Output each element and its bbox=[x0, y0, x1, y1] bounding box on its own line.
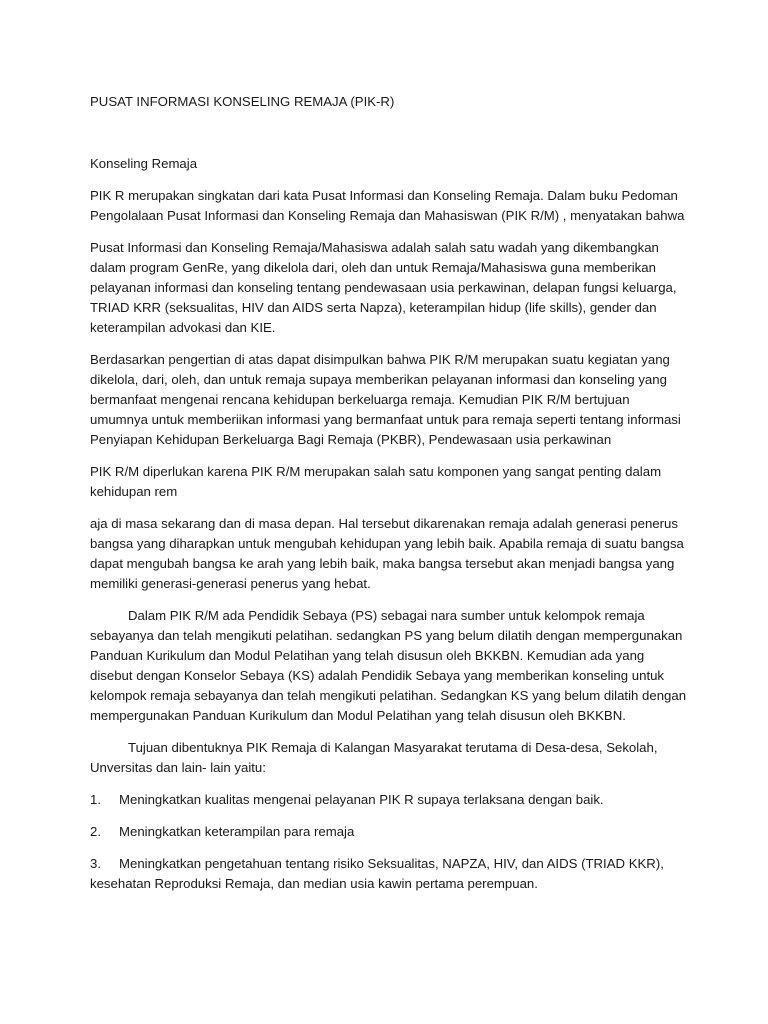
paragraph-1: PIK R merupakan singkatan dari kata Pusat Informasi dan Konseling Remaja. Dalam buku Pedoman Pengolalaan Pusat Informasi dan Konseling Remaja dan Mahasiswan (PIK R/M) , menyatakan bahwa bbox=[90, 188, 685, 223]
paragraph-6: Dalam PIK R/M ada Pendidik Sebaya (PS) sebagai nara sumber untuk kelompok remaja sebayanya dan telah mengikuti pelatihan. sedangkan PS yang belum dilatih dengan mempergunakan Panduan Kurikulum dan Modul Pelatihan yang telah disusun oleh BKKBN. Kemudian ada yang disebut dengan Konselor Sebaya (KS) adalah Pendidik Sebaya yang memberikan konseling untuk kelompok remaja sebayanya dan telah mengikuti pelatihan. Sedangkan KS yang belum dilatih dengan mempergunakan Panduan Kurikulum dan Modul Pelatihan yang telah disusun oleh BKKBN. bbox=[90, 608, 687, 723]
list-item-number: 3. bbox=[90, 856, 101, 871]
list-item-text: Meningkatkan kualitas mengenai pelayanan PIK R supaya terlaksana dengan baik. bbox=[119, 792, 604, 807]
paragraph-5: aja di masa sekarang dan di masa depan. Hal tersebut dikarenakan remaja adalah generasi penerus bangsa yang diharapkan untuk mengubah kehidupan yang lebih baik. Apabila remaja di suatu bangsa dapat mengubah bangsa ke arah yang lebih baik, maka bangsa tersebut akan menjadi bangsa yang memiliki generasi-generasi penerus yang hebat. bbox=[90, 516, 684, 591]
paragraph-7: Tujuan dibentuknya PIK Remaja di Kalangan Masyarakat terutama di Desa-desa, Sekolah, Unversitas dan lain- lain yaitu: bbox=[90, 740, 658, 775]
list-item-number: 1. bbox=[90, 792, 101, 807]
paragraph-3: Berdasarkan pengertian di atas dapat disimpulkan bahwa PIK R/M merupakan suatu kegiatan yang dikelola, dari, oleh, dan untuk remaja supaya memberikan pelayanan informasi dan konseling yang bermanfaat mengenai rencana kehidupan berkeluarga remaja. Kemudian PIK R/M bertujuan umumnya untuk memberiikan informasi yang bermanfaat untuk para remaja seperti tentang informasi Penyiapan Kehidupan Berkeluarga Bagi Remaja (PKBR), Pendewasaan usia perkawinan bbox=[90, 352, 681, 447]
document-body bbox=[90, 92, 690, 906]
paragraph-4: PIK R/M diperlukan karena PIK R/M merupakan salah satu komponen yang sangat penting dalam kehidupan rem bbox=[90, 464, 662, 499]
list-item bbox=[90, 854, 690, 894]
list-item bbox=[90, 790, 690, 810]
list-item-number: 2. bbox=[90, 824, 101, 839]
list-item-text: Meningkatkan keterampilan para remaja bbox=[119, 824, 355, 839]
objectives-list bbox=[90, 790, 690, 894]
paragraph-2: Pusat Informasi dan Konseling Remaja/Mahasiswa adalah salah satu wadah yang dikembangkan dalam program GenRe, yang dikelola dari, oleh dan untuk Remaja/Mahasiswa guna memberikan pelayanan informasi dan konseling tentang pendewasaan usia perkawinan, delapan fungsi keluarga, TRIAD KRR (seksualitas, HIV dan AIDS serta Napza), keterampilan hidup (life skills), gender dan keterampilan advokasi dan KIE. bbox=[90, 240, 677, 335]
section-heading: Konseling Remaja bbox=[90, 156, 198, 171]
document-title: PUSAT INFORMASI KONSELING REMAJA (PIK-R) bbox=[90, 94, 395, 109]
list-item-text: Meningkatkan pengetahuan tentang risiko Seksualitas, NAPZA, HIV, dan AIDS (TRIAD KKR), kesehatan Reproduksi Remaja, dan median usia kawin pertama perempuan. bbox=[90, 856, 664, 891]
list-item bbox=[90, 822, 690, 842]
